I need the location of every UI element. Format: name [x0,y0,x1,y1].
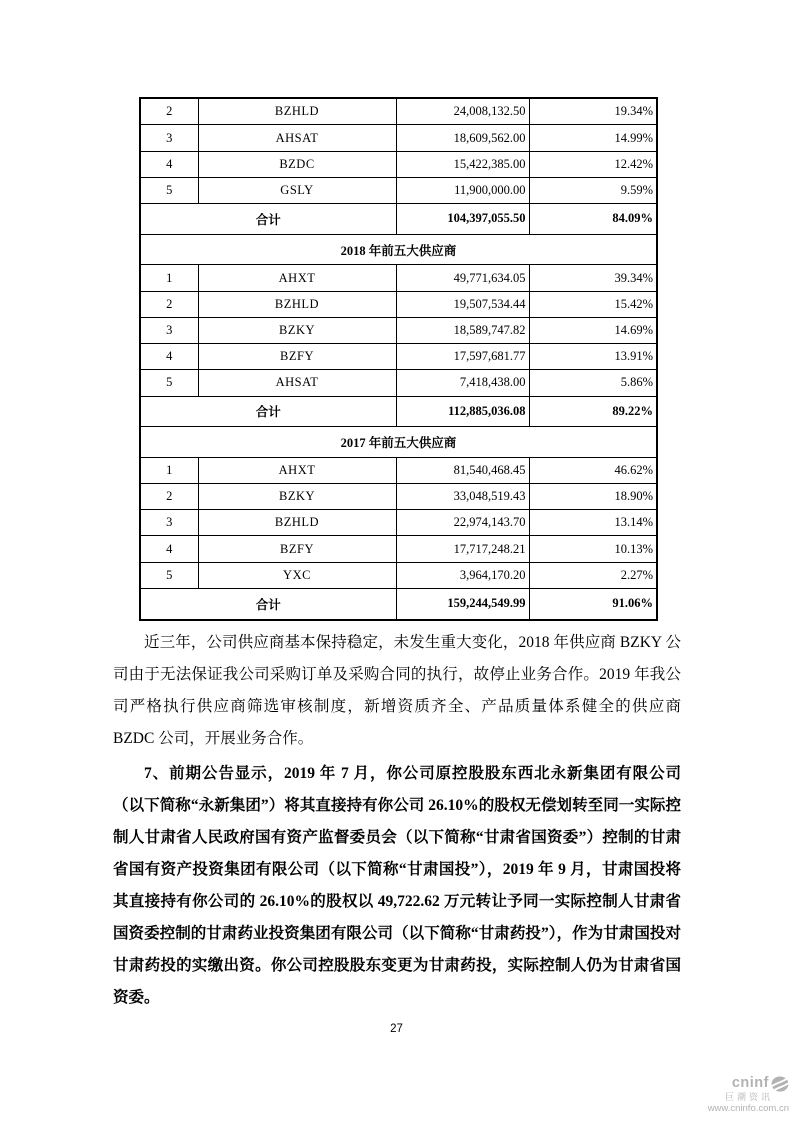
total-percent-cell: 84.09% [529,204,657,235]
supplier-name-cell: BZHLD [198,291,396,317]
supplier-name-cell: YXC [198,562,396,588]
section-header-cell: 2018 年前五大供应商 [140,234,657,265]
supplier-percent-cell: 39.34% [529,265,657,291]
supplier-name-cell: AHXT [198,457,396,483]
table-section-header-row [140,427,657,458]
supplier-amount-cell: 33,048,519.43 [396,484,529,510]
total-label-cell: 合计 [140,396,396,427]
table-row [140,177,657,203]
table-total-row [140,204,657,235]
supplier-rank-cell: 2 [140,98,198,125]
table-total-row [140,396,657,427]
table-row [140,344,657,370]
supplier-percent-cell: 46.62% [529,457,657,483]
supplier-rank-cell: 5 [140,562,198,588]
table-row [140,265,657,291]
supplier-percent-cell: 10.13% [529,536,657,562]
supplier-name-cell: BZDC [198,151,396,177]
supplier-percent-cell: 5.86% [529,370,657,396]
supplier-amount-cell: 3,964,170.20 [396,562,529,588]
supplier-percent-cell: 14.69% [529,317,657,343]
supplier-amount-cell: 18,609,562.00 [396,125,529,151]
supplier-rank-cell: 1 [140,457,198,483]
supplier-percent-cell: 19.34% [529,98,657,125]
supplier-rank-cell: 2 [140,484,198,510]
table-row [140,151,657,177]
supplier-amount-cell: 17,717,248.21 [396,536,529,562]
section-header-cell: 2017 年前五大供应商 [140,427,657,458]
supplier-name-cell: BZHLD [198,510,396,536]
supplier-rank-cell: 5 [140,370,198,396]
supplier-rank-cell: 5 [140,177,198,203]
supplier-name-cell: AHSAT [198,370,396,396]
supplier-name-cell: BZFY [198,536,396,562]
supplier-amount-cell: 18,589,747.82 [396,317,529,343]
total-percent-cell: 91.06% [529,588,657,620]
table-section-header-row [140,234,657,265]
supplier-amount-cell: 49,771,634.05 [396,265,529,291]
supplier-percent-cell: 15.42% [529,291,657,317]
cninfo-swirl-icon [771,1076,789,1092]
table-row [140,484,657,510]
cninfo-logo [708,1076,789,1114]
supplier-percent-cell: 12.42% [529,151,657,177]
supplier-percent-cell: 14.99% [529,125,657,151]
supplier-name-cell: AHSAT [198,125,396,151]
supplier-amount-cell: 11,900,000.00 [396,177,529,203]
paragraph-item-7-equity-transfer: 7、前期公告显示，2019 年 7 月，你公司原控股股东西北永新集团有限公司（以下简称“永新集团”）将其直接持有你公司 26.10%的股权无偿划转至同一实际控制人甘肃省人民政府国有资产监督委员会（以下简称“甘肃省国资委”）控制的甘肃省国有资产投资集团有限公司（以下简称“甘肃国投”），2019 年 9 月，甘肃国投将其直接持有你公司的 26.10%的股权以 49,722.62 万元转让予同一实际控制人甘肃省国资委控制的甘肃药业投资集团有限公司（以下简称“甘肃药投”），作为甘肃国投对甘肃药投的实缴出资。你公司控股股东变更为甘肃药投，实际控制人仍为甘肃省国资委。 [113,765,681,1006]
supplier-percent-cell: 18.90% [529,484,657,510]
table-row [140,510,657,536]
cninfo-brand-text: cninf [731,1074,769,1091]
table-total-row [140,588,657,620]
supplier-rank-cell: 3 [140,510,198,536]
paragraph-supplier-stability: 近三年，公司供应商基本保持稳定，未发生重大变化，2018 年供应商 BZKY 公司由于无法保证我公司采购订单及采购合同的执行，故停止业务合作。2019 年我公司严格执行供应商筛选审核制度，新增资质齐全、产品质量体系健全的供应商 BZDC 公司，开展业务合作。 [113,634,681,747]
supplier-name-cell: BZHLD [198,98,396,125]
supplier-rank-cell: 3 [140,317,198,343]
total-amount-cell: 112,885,036.08 [396,396,529,427]
table-row [140,98,657,125]
supplier-percent-cell: 9.59% [529,177,657,203]
total-percent-cell: 89.22% [529,396,657,427]
supplier-name-cell: BZFY [198,344,396,370]
table-row [140,125,657,151]
table-row [140,370,657,396]
supplier-amount-cell: 17,597,681.77 [396,344,529,370]
supplier-rank-cell: 1 [140,265,198,291]
table-row [140,536,657,562]
cninfo-subtitle: 巨潮资讯 [724,1091,773,1102]
supplier-amount-cell: 24,008,132.50 [396,98,529,125]
supplier-amount-cell: 81,540,468.45 [396,457,529,483]
supplier-amount-cell: 7,418,438.00 [396,370,529,396]
supplier-rank-cell: 4 [140,151,198,177]
supplier-name-cell: GSLY [198,177,396,203]
supplier-name-cell: BZKY [198,484,396,510]
table-row [140,291,657,317]
top-suppliers-table [139,97,658,621]
table-row [140,317,657,343]
supplier-percent-cell: 13.14% [529,510,657,536]
total-label-cell: 合计 [140,588,396,620]
supplier-amount-cell: 22,974,143.70 [396,510,529,536]
table-row [140,562,657,588]
supplier-name-cell: BZKY [198,317,396,343]
page-number: 27 [390,1023,403,1035]
cninfo-brand-row [732,1076,789,1092]
supplier-percent-cell: 2.27% [529,562,657,588]
supplier-rank-cell: 4 [140,536,198,562]
total-label-cell: 合计 [140,204,396,235]
supplier-amount-cell: 19,507,534.44 [396,291,529,317]
cninfo-url: www.cninfo.com.cn [707,1102,789,1114]
supplier-percent-cell: 13.91% [529,344,657,370]
supplier-name-cell: AHXT [198,265,396,291]
supplier-rank-cell: 3 [140,125,198,151]
supplier-amount-cell: 15,422,385.00 [396,151,529,177]
total-amount-cell: 159,244,549.99 [396,588,529,620]
table-row [140,457,657,483]
supplier-rank-cell: 2 [140,291,198,317]
supplier-rank-cell: 4 [140,344,198,370]
total-amount-cell: 104,397,055.50 [396,204,529,235]
